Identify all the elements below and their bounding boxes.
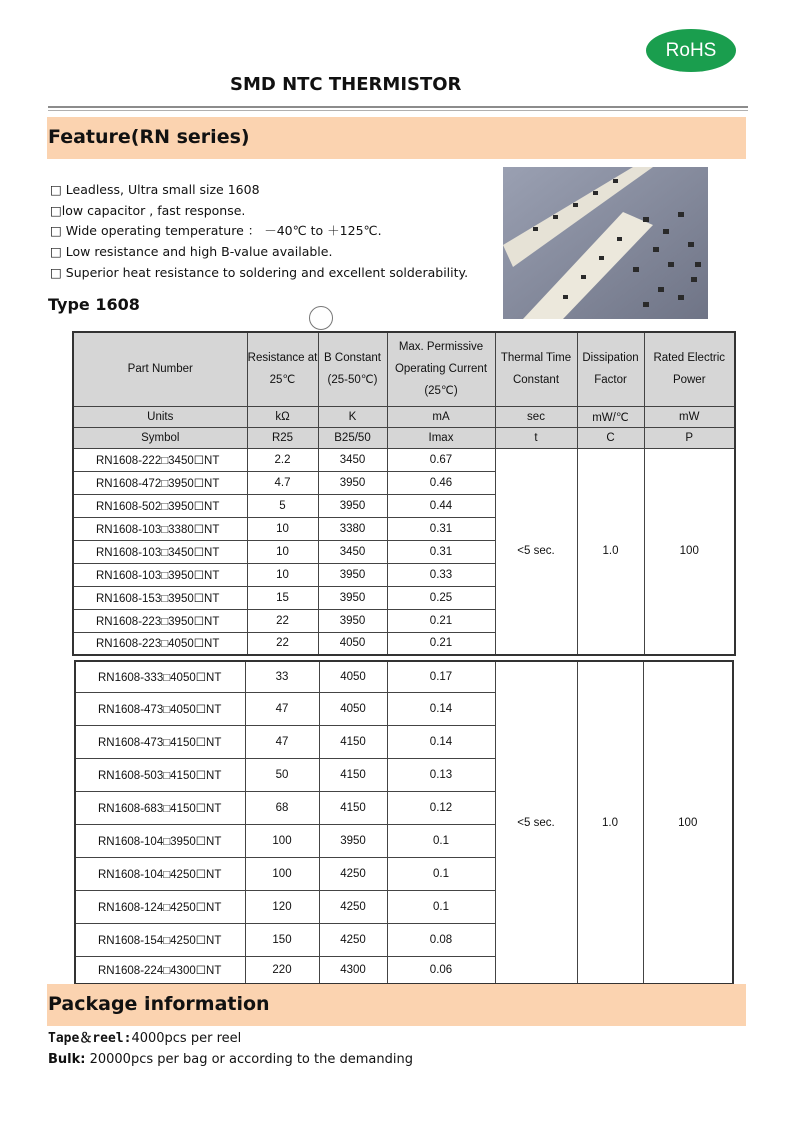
b-constant-cell: 4050 bbox=[319, 661, 387, 692]
part-number-cell: RN1608-503□4150☐NT bbox=[75, 758, 245, 791]
resistance-cell: 22 bbox=[247, 632, 318, 655]
units-cell: mW bbox=[644, 406, 735, 427]
units-cell: sec bbox=[495, 406, 577, 427]
resistance-cell: 15 bbox=[247, 586, 318, 609]
symbol-cell: Imax bbox=[387, 427, 495, 448]
part-number-cell: RN1608-103□3950☐NT bbox=[73, 563, 247, 586]
package-info bbox=[48, 1028, 413, 1070]
b-constant-cell: 3380 bbox=[318, 517, 387, 540]
current-cell: 0.21 bbox=[387, 609, 495, 632]
resistance-cell: 10 bbox=[247, 517, 318, 540]
symbol-cell: B25/50 bbox=[318, 427, 387, 448]
b-constant-cell: 3450 bbox=[318, 540, 387, 563]
feature-list bbox=[50, 180, 468, 284]
dissipation-cell: 1.0 bbox=[577, 448, 644, 655]
b-constant-cell: 3950 bbox=[319, 824, 387, 857]
resistance-cell: 100 bbox=[245, 857, 319, 890]
current-cell: 0.31 bbox=[387, 540, 495, 563]
part-number-cell: RN1608-683□4150☐NT bbox=[75, 791, 245, 824]
resistance-cell: 10 bbox=[247, 540, 318, 563]
resistance-cell: 50 bbox=[245, 758, 319, 791]
resistance-cell: 5 bbox=[247, 494, 318, 517]
page-title: SMD NTC THERMISTOR bbox=[230, 74, 462, 95]
symbol-cell: P bbox=[644, 427, 735, 448]
feature-item: □ Leadless, Ultra small size 1608 bbox=[50, 182, 260, 197]
b-constant-cell: 3950 bbox=[318, 563, 387, 586]
package-band bbox=[47, 984, 746, 1026]
feature-item: □ Wide operating temperature ： －40℃ to ＋125℃. bbox=[50, 223, 382, 239]
feature-heading: Feature(RN series) bbox=[48, 126, 250, 148]
power-cell: 100 bbox=[643, 661, 733, 984]
part-number-cell: RN1608-104□3950☐NT bbox=[75, 824, 245, 857]
b-constant-cell: 4150 bbox=[319, 758, 387, 791]
current-cell: 0.1 bbox=[387, 857, 495, 890]
current-cell: 0.17 bbox=[387, 661, 495, 692]
part-number-cell: RN1608-223□3950☐NT bbox=[73, 609, 247, 632]
b-constant-cell: 4250 bbox=[319, 857, 387, 890]
product-photo bbox=[503, 167, 708, 319]
symbol-cell: Symbol bbox=[73, 427, 247, 448]
resistance-cell: 120 bbox=[245, 890, 319, 923]
spec-table-2 bbox=[74, 660, 734, 985]
part-number-cell: RN1608-473□4050☐NT bbox=[75, 692, 245, 725]
current-cell: 0.25 bbox=[387, 586, 495, 609]
bulk-line bbox=[48, 1049, 413, 1070]
part-number-cell: RN1608-104□4250☐NT bbox=[75, 857, 245, 890]
b-constant-cell: 4150 bbox=[319, 725, 387, 758]
b-constant-cell: 3950 bbox=[318, 586, 387, 609]
current-cell: 0.12 bbox=[387, 791, 495, 824]
resistance-cell: 10 bbox=[247, 563, 318, 586]
resistance-cell: 68 bbox=[245, 791, 319, 824]
symbol-row bbox=[73, 427, 735, 448]
current-cell: 0.14 bbox=[387, 692, 495, 725]
title-rule-thin bbox=[48, 110, 748, 111]
current-cell: 0.21 bbox=[387, 632, 495, 655]
header-current: Max. Permissive Operating Current (25℃) bbox=[387, 332, 495, 406]
b-constant-cell: 3950 bbox=[318, 609, 387, 632]
units-cell: Units bbox=[73, 406, 247, 427]
package-heading: Package information bbox=[48, 993, 270, 1015]
part-number-cell: RN1608-103□3380☐NT bbox=[73, 517, 247, 540]
tape-text: 4000pcs per reel bbox=[131, 1031, 242, 1046]
feature-item: □ Low resistance and high B-value available. bbox=[50, 244, 333, 260]
units-cell: mW/℃ bbox=[577, 406, 644, 427]
tape-line bbox=[48, 1028, 413, 1049]
part-number-cell: RN1608-124□4250☐NT bbox=[75, 890, 245, 923]
rohs-badge bbox=[646, 29, 736, 72]
tape-label: Tape＆reel: bbox=[48, 1031, 132, 1046]
current-cell: 0.67 bbox=[387, 448, 495, 471]
header-part-number: Part Number bbox=[73, 332, 247, 406]
current-cell: 0.31 bbox=[387, 517, 495, 540]
resistance-cell: 33 bbox=[245, 661, 319, 692]
b-constant-cell: 4050 bbox=[319, 692, 387, 725]
marker-circle bbox=[309, 306, 333, 330]
resistance-cell: 47 bbox=[245, 692, 319, 725]
current-cell: 0.13 bbox=[387, 758, 495, 791]
current-cell: 0.1 bbox=[387, 890, 495, 923]
header-resistance: Resistance at 25℃ bbox=[247, 332, 318, 406]
feature-item: □ Superior heat resistance to soldering and excellent solderability. bbox=[50, 264, 469, 280]
part-number-cell: RN1608-472□3950☐NT bbox=[73, 471, 247, 494]
title-rule bbox=[48, 106, 748, 108]
resistance-cell: 4.7 bbox=[247, 471, 318, 494]
b-constant-cell: 4050 bbox=[318, 632, 387, 655]
part-number-cell: RN1608-224□4300☐NT bbox=[75, 956, 245, 984]
feature-item: □low capacitor , fast response. bbox=[50, 202, 246, 218]
header-thermal: Thermal Time Constant bbox=[495, 332, 577, 406]
part-number-cell: RN1608-223□4050☐NT bbox=[73, 632, 247, 655]
b-constant-cell: 3450 bbox=[318, 448, 387, 471]
component-tape-image bbox=[503, 167, 708, 319]
bulk-label: Bulk: bbox=[48, 1052, 86, 1067]
current-cell: 0.14 bbox=[387, 725, 495, 758]
b-constant-cell: 3950 bbox=[318, 494, 387, 517]
power-cell: 100 bbox=[644, 448, 735, 655]
resistance-cell: 220 bbox=[245, 956, 319, 984]
resistance-cell: 150 bbox=[245, 923, 319, 956]
b-constant-cell: 4150 bbox=[319, 791, 387, 824]
symbol-cell: R25 bbox=[247, 427, 318, 448]
part-number-cell: RN1608-153□3950☐NT bbox=[73, 586, 247, 609]
thermal-cell: <5 sec. bbox=[495, 661, 577, 984]
header-dissipation: Dissipation Factor bbox=[577, 332, 644, 406]
bulk-text: 20000pcs per bag or according to the demanding bbox=[85, 1052, 413, 1067]
rohs-label: RoHS bbox=[665, 39, 717, 61]
resistance-cell: 100 bbox=[245, 824, 319, 857]
part-number-cell: RN1608-103□3450☐NT bbox=[73, 540, 247, 563]
symbol-cell: C bbox=[577, 427, 644, 448]
current-cell: 0.08 bbox=[387, 923, 495, 956]
resistance-cell: 47 bbox=[245, 725, 319, 758]
header-b-constant: B Constant (25-50℃) bbox=[318, 332, 387, 406]
part-number-cell: RN1608-154□4250☐NT bbox=[75, 923, 245, 956]
units-cell: K bbox=[318, 406, 387, 427]
table-row bbox=[75, 661, 733, 692]
symbol-cell: t bbox=[495, 427, 577, 448]
current-cell: 0.44 bbox=[387, 494, 495, 517]
part-number-cell: RN1608-473□4150☐NT bbox=[75, 725, 245, 758]
part-number-cell: RN1608-222□3450☐NT bbox=[73, 448, 247, 471]
table-row bbox=[73, 448, 735, 471]
dissipation-cell: 1.0 bbox=[577, 661, 643, 984]
units-cell: mA bbox=[387, 406, 495, 427]
header-power: Rated Electric Power bbox=[644, 332, 735, 406]
type-heading: Type 1608 bbox=[48, 295, 140, 314]
current-cell: 0.1 bbox=[387, 824, 495, 857]
b-constant-cell: 4250 bbox=[319, 890, 387, 923]
units-row bbox=[73, 406, 735, 427]
current-cell: 0.33 bbox=[387, 563, 495, 586]
part-number-cell: RN1608-333□4050☐NT bbox=[75, 661, 245, 692]
current-cell: 0.06 bbox=[387, 956, 495, 984]
b-constant-cell: 3950 bbox=[318, 471, 387, 494]
units-cell: kΩ bbox=[247, 406, 318, 427]
current-cell: 0.46 bbox=[387, 471, 495, 494]
spec-table-1 bbox=[72, 331, 736, 656]
part-number-cell: RN1608-502□3950☐NT bbox=[73, 494, 247, 517]
b-constant-cell: 4250 bbox=[319, 923, 387, 956]
resistance-cell: 2.2 bbox=[247, 448, 318, 471]
resistance-cell: 22 bbox=[247, 609, 318, 632]
thermal-cell: <5 sec. bbox=[495, 448, 577, 655]
feature-band bbox=[47, 117, 746, 159]
b-constant-cell: 4300 bbox=[319, 956, 387, 984]
